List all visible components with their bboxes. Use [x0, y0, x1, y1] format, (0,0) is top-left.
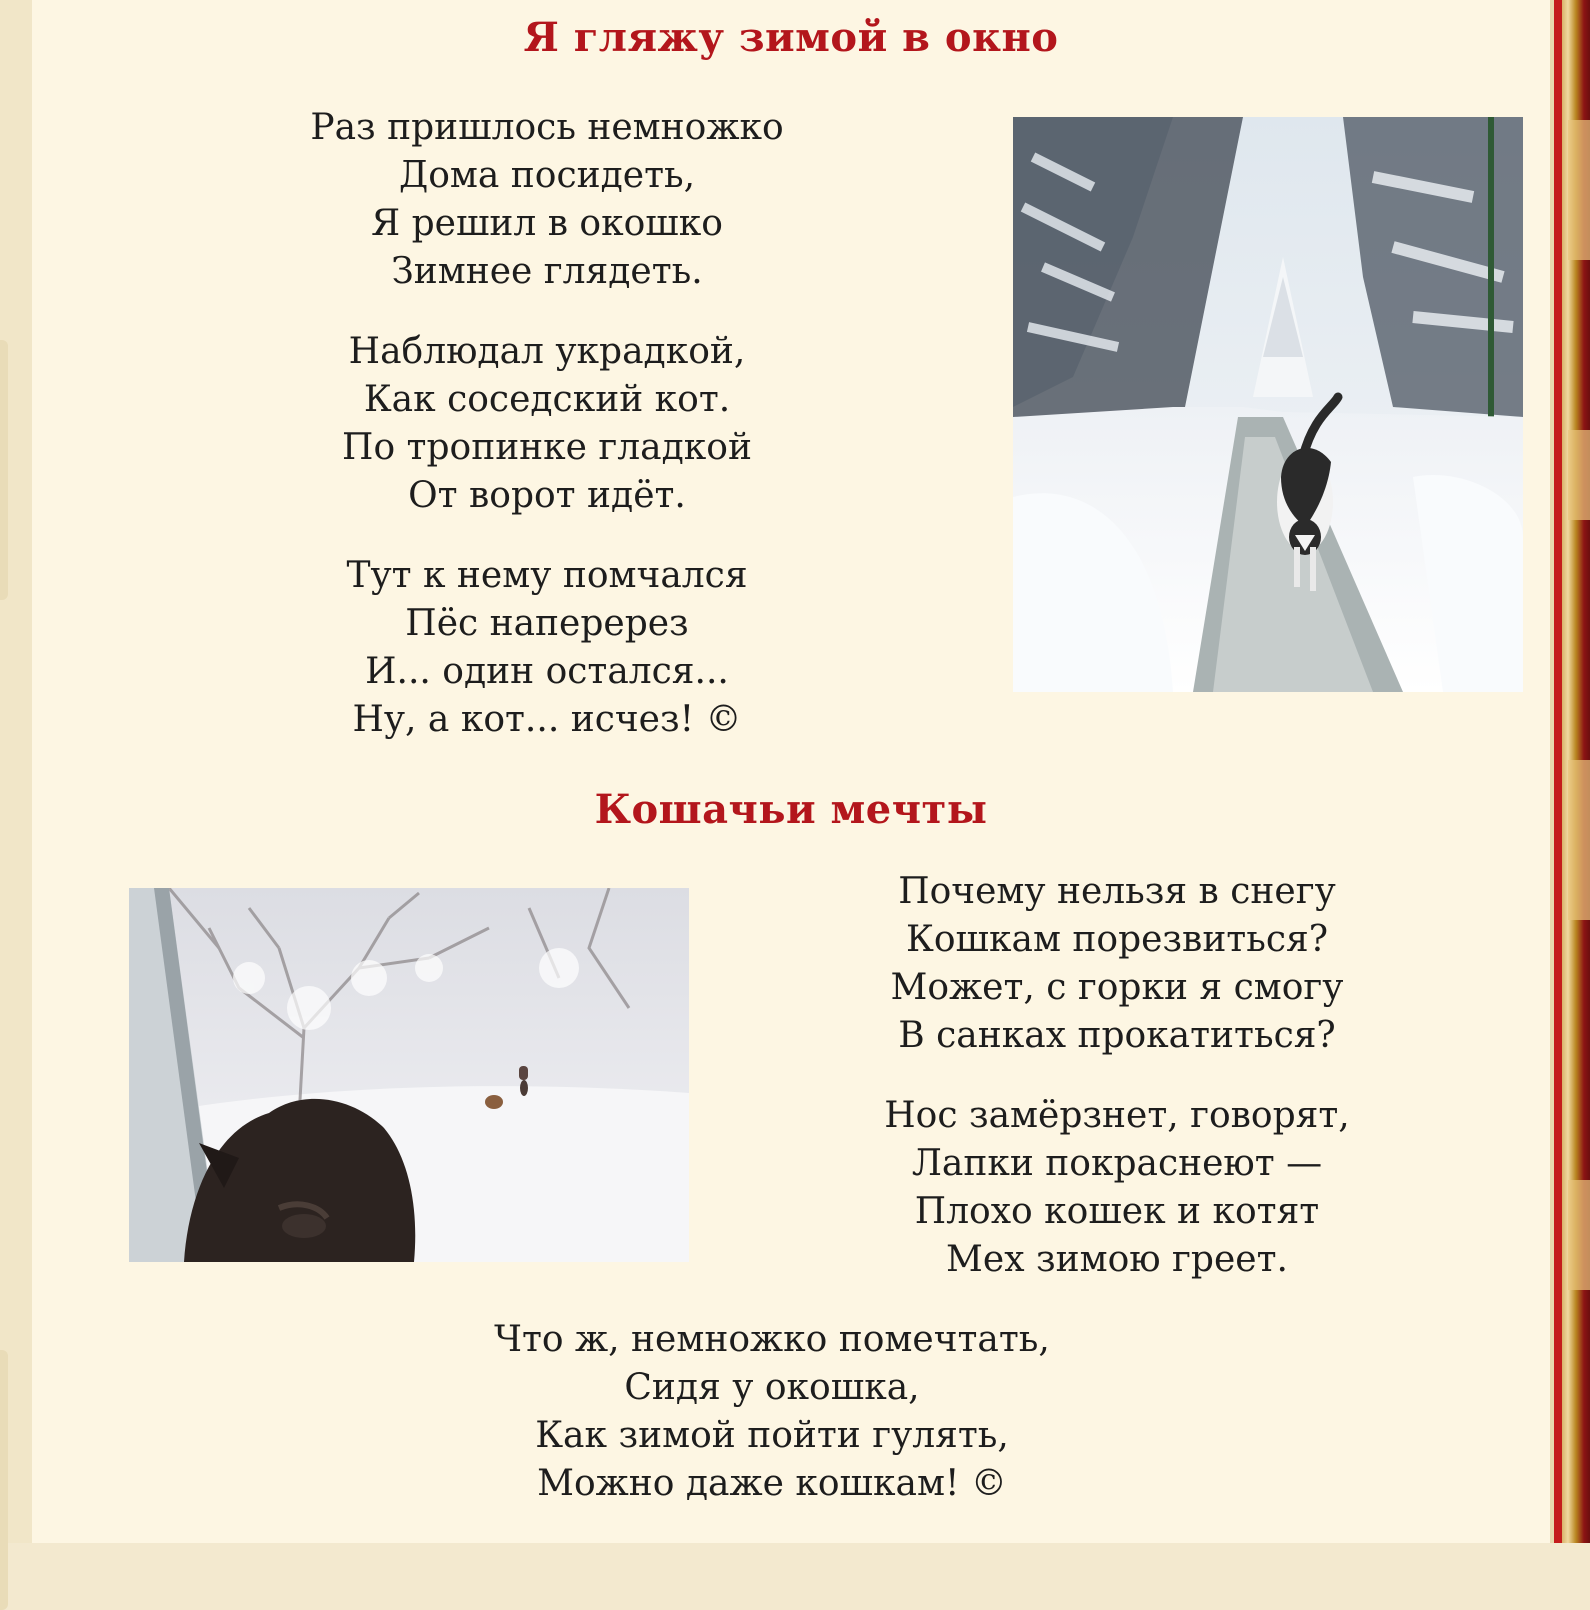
poem2-stanza-3 — [452, 1316, 1092, 1508]
poem-line: Дома посидеть, — [398, 155, 696, 196]
poem-line: По тропинке гладкой — [342, 427, 752, 468]
snowy-path-cat-photo-icon — [1013, 117, 1523, 692]
poem-line: Можно даже кошкам! © — [537, 1463, 1007, 1504]
poem-line: Зимнее глядеть. — [391, 251, 703, 292]
poem-line: Плохо кошек и котят — [914, 1191, 1320, 1232]
poem-line: И... один остался... — [365, 651, 729, 692]
poem-line: Кошкам порезвиться? — [905, 919, 1328, 960]
poem-line: От ворот идёт. — [408, 475, 686, 516]
poem-line: Я решил в окошко — [371, 203, 723, 244]
margin-tab — [0, 1350, 8, 1610]
poem-line: Лапки покраснеют — — [911, 1143, 1323, 1184]
poem2-stanza-1 — [872, 868, 1362, 1060]
poem-line: Как зимой пойти гулять, — [535, 1415, 1009, 1456]
poem1-stanza-1 — [267, 104, 827, 296]
poem2-title: Кошачьи мечты — [594, 786, 988, 833]
poem-line: Что ж, немножко помечтать, — [494, 1319, 1050, 1360]
poem-line: Может, с горки я смогу — [890, 967, 1344, 1008]
poem-line: Сидя у окошка, — [624, 1367, 920, 1408]
poem-line: Мех зимою греет. — [946, 1239, 1288, 1280]
poem-line: Нос замёрзнет, говорят, — [884, 1095, 1350, 1136]
poem-line: Наблюдал украдкой, — [348, 331, 746, 372]
poem2-stanza-2 — [872, 1092, 1362, 1284]
poem1-title: Я гляжу зимой в окно — [523, 14, 1059, 61]
poem-line: Почему нельзя в снегу — [898, 871, 1336, 912]
poem-line: Тут к нему помчался — [346, 555, 748, 596]
poem-line: Ну, а кот... исчез! © — [352, 699, 742, 740]
poem-line: Пёс наперерез — [405, 603, 689, 644]
poem1-stanza-2 — [267, 328, 827, 520]
poem-line: Как соседский кот. — [363, 379, 731, 420]
margin-tab — [0, 340, 8, 600]
left-page-margin — [0, 0, 32, 1543]
poem-line: Раз пришлось немножко — [310, 107, 784, 148]
cat-at-window-photo-icon — [129, 888, 689, 1262]
poem1-stanza-3 — [267, 552, 827, 744]
poem-page — [32, 0, 1550, 1543]
decorative-right-border — [1550, 0, 1590, 1543]
poem-line: В санках прокатиться? — [898, 1015, 1336, 1056]
